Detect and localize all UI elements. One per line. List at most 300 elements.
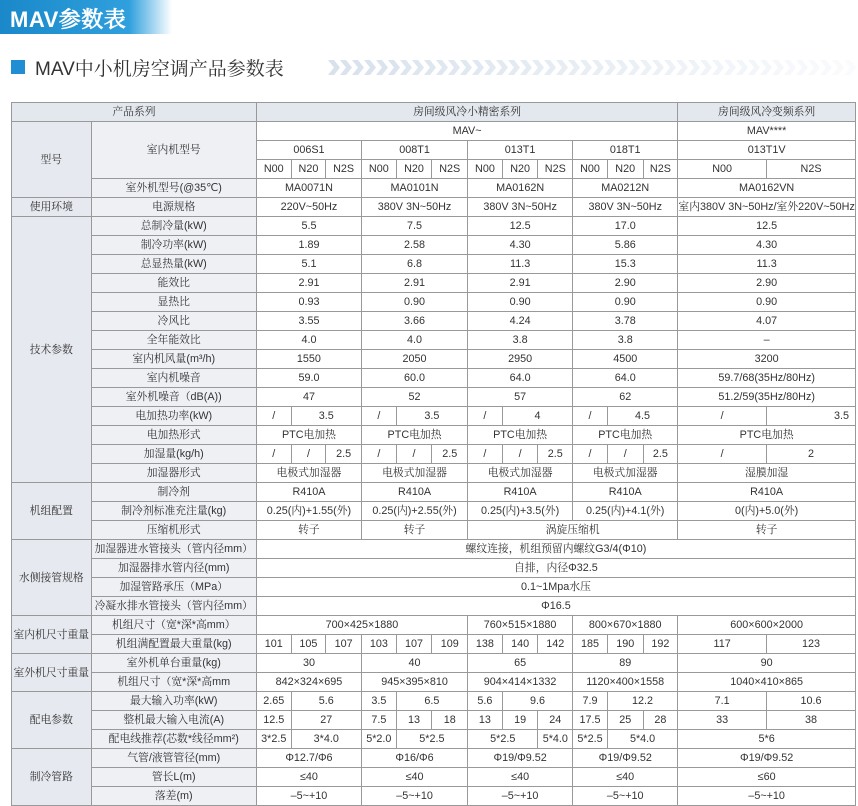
category-cell: 型号 <box>12 122 92 198</box>
table-cell: 7.5 <box>361 711 396 730</box>
table-cell: 转子 <box>256 521 361 540</box>
table-cell: 117 <box>678 635 767 654</box>
table-row <box>12 540 856 559</box>
row-label: 配电线推荐(芯数*线径mm²) <box>91 730 256 749</box>
table-cell: 12.2 <box>607 692 677 711</box>
table-cell: 38 <box>767 711 856 730</box>
table-cell: ≤60 <box>678 768 856 787</box>
table-cell: 140 <box>502 635 538 654</box>
table-cell: 11.3 <box>468 255 573 274</box>
row-label: 冷风比 <box>91 312 256 331</box>
table-cell: 3.5 <box>767 407 856 426</box>
table-row <box>12 502 856 521</box>
table-cell: 2050 <box>361 350 467 369</box>
table-cell: 57 <box>468 388 573 407</box>
table-cell: 64.0 <box>468 369 573 388</box>
table-row <box>12 692 856 711</box>
table-cell: 2.5 <box>432 445 468 464</box>
table-cell: 3200 <box>678 350 856 369</box>
row-label: 最大输入功率(kW) <box>91 692 256 711</box>
chevron-icon <box>388 60 400 75</box>
category-cell: 制冷管路 <box>12 749 92 806</box>
page-title: MAV参数表 <box>10 7 127 32</box>
table-cell: 904×414×1332 <box>468 673 573 692</box>
table-cell: 12.5 <box>678 217 856 236</box>
row-label: 整机最大输入电流(A) <box>91 711 256 730</box>
chevron-icon <box>760 60 772 75</box>
table-cell: 10.6 <box>767 692 856 711</box>
table-cell: 2.91 <box>361 274 467 293</box>
table-cell: 3.78 <box>573 312 678 331</box>
category-cell: 机组配置 <box>12 483 92 540</box>
table-cell: 5*4.0 <box>538 730 573 749</box>
table-cell: 9.6 <box>502 692 572 711</box>
table-cell: Φ19/Φ9.52 <box>678 749 856 768</box>
table-cell: 3*2.5 <box>256 730 291 749</box>
table-row <box>12 274 856 293</box>
table-cell: ≤40 <box>468 768 573 787</box>
table-cell: 2.90 <box>573 274 678 293</box>
table-cell: 220V~50Hz <box>256 198 361 217</box>
chevron-icon <box>340 60 352 75</box>
chevron-icon <box>652 60 664 75</box>
table-cell: 59.7/68(35Hz/80Hz) <box>678 369 856 388</box>
table-cell: 123 <box>767 635 856 654</box>
table-cell: 12.5 <box>256 711 291 730</box>
table-row <box>12 217 856 236</box>
table-cell: / <box>291 445 326 464</box>
table-cell: / <box>361 407 396 426</box>
table-cell: 5*2.5 <box>573 730 608 749</box>
table-cell: 4.24 <box>468 312 573 331</box>
table-cell: 转子 <box>678 521 856 540</box>
row-label: 室外机噪音（dB(A)) <box>91 388 256 407</box>
table-cell: 013T1V <box>678 141 856 160</box>
table-cell: 25 <box>607 711 643 730</box>
row-label: 室内机噪音 <box>91 369 256 388</box>
table-row <box>12 635 856 654</box>
table-cell: 105 <box>291 635 326 654</box>
table-cell: N2S <box>326 160 362 179</box>
table-row <box>12 255 856 274</box>
chevron-icon <box>664 60 676 75</box>
table-cell: 2.90 <box>678 274 856 293</box>
table-cell: 380V 3N~50Hz <box>468 198 573 217</box>
table-cell: 5*2.5 <box>468 730 538 749</box>
table-cell: 3.66 <box>361 312 467 331</box>
table-cell: 65 <box>468 654 573 673</box>
table-cell: R410A <box>256 483 361 502</box>
table-cell: 600×600×2000 <box>678 616 856 635</box>
header-banner <box>0 0 172 34</box>
table-cell: 4500 <box>573 350 678 369</box>
chevron-icon <box>748 60 760 75</box>
table-cell: 0.25(内)+3.5(外) <box>468 502 573 521</box>
table-cell: N2S <box>643 160 678 179</box>
table-cell: 51.2/59(35Hz/80Hz) <box>678 388 856 407</box>
table-cell: 0.90 <box>573 293 678 312</box>
table-row <box>12 369 856 388</box>
table-cell: N20 <box>291 160 326 179</box>
table-cell: 47 <box>256 388 361 407</box>
row-label: 压缩机形式 <box>91 521 256 540</box>
table-row <box>12 236 856 255</box>
table-row <box>12 730 856 749</box>
table-cell: 2.65 <box>256 692 291 711</box>
table-cell: / <box>256 407 291 426</box>
table-cell: 3.8 <box>573 331 678 350</box>
table-cell: Φ19/Φ9.52 <box>573 749 678 768</box>
table-cell: 19 <box>502 711 538 730</box>
chevron-icon <box>808 60 820 75</box>
table-cell: 006S1 <box>256 141 361 160</box>
table-cell: 13 <box>396 711 432 730</box>
table-cell: 5.6 <box>291 692 361 711</box>
table-cell: 109 <box>432 635 468 654</box>
table-cell: MA0071N <box>256 179 361 198</box>
table-cell: 4 <box>502 407 572 426</box>
table-row <box>12 312 856 331</box>
row-label: 电源规格 <box>91 198 256 217</box>
table-row <box>12 445 856 464</box>
chevron-icon <box>796 60 808 75</box>
chevron-icon <box>832 60 844 75</box>
table-row <box>12 198 856 217</box>
table-cell: 018T1 <box>573 141 678 160</box>
chevron-icon <box>592 60 604 75</box>
table-cell: 5*4.0 <box>607 730 677 749</box>
table-cell: 1120×400×1558 <box>573 673 678 692</box>
table-cell: / <box>678 445 767 464</box>
row-label: 加湿器进水管接头（管内径mm） <box>91 540 256 559</box>
row-label: 气管/液管管径(mm) <box>91 749 256 768</box>
chevron-icon <box>508 60 520 75</box>
row-label: 电加热功率(kW) <box>91 407 256 426</box>
chevron-icon <box>328 60 340 75</box>
chevron-icon <box>436 60 448 75</box>
table-cell: R410A <box>468 483 573 502</box>
row-label: 加湿器排水管内径(mm) <box>91 559 256 578</box>
header-cell: 房间级风冷小精密系列 <box>256 103 677 122</box>
chevron-icon <box>844 60 856 75</box>
table-cell: 185 <box>573 635 608 654</box>
table-cell: 2.91 <box>468 274 573 293</box>
table-cell: R410A <box>678 483 856 502</box>
table-cell: 5.1 <box>256 255 361 274</box>
table-cell: 27 <box>291 711 361 730</box>
row-label: 全年能效比 <box>91 331 256 350</box>
table-row <box>12 350 856 369</box>
table-cell: 380V 3N~50Hz <box>573 198 678 217</box>
table-cell: 89 <box>573 654 678 673</box>
chevron-icon <box>496 60 508 75</box>
chevron-icon <box>460 60 472 75</box>
chevron-icon <box>520 60 532 75</box>
row-label: 机组满配置最大重量(kg) <box>91 635 256 654</box>
table-cell: PTC电加热 <box>573 426 678 445</box>
table-cell: 5.5 <box>256 217 361 236</box>
table-cell: / <box>607 445 643 464</box>
table-cell: / <box>361 445 396 464</box>
table-cell: 6.8 <box>361 255 467 274</box>
chevron-icon <box>784 60 796 75</box>
category-cell: 配电参数 <box>12 692 92 749</box>
table-cell: N00 <box>468 160 503 179</box>
table-cell: 3.55 <box>256 312 361 331</box>
table-cell: 33 <box>678 711 767 730</box>
chevron-icon <box>640 60 652 75</box>
category-cell: 技术参数 <box>12 217 92 483</box>
table-cell: MA0212N <box>573 179 678 198</box>
table-row <box>12 673 856 692</box>
chevron-icon <box>688 60 700 75</box>
table-row <box>12 578 856 597</box>
table-cell: MA0162N <box>468 179 573 198</box>
table-cell: 3*4.0 <box>291 730 361 749</box>
table-cell: 842×324×695 <box>256 673 361 692</box>
table-cell: / <box>678 407 767 426</box>
table-cell: 5.6 <box>468 692 503 711</box>
table-cell: 2.5 <box>643 445 678 464</box>
table-row <box>12 293 856 312</box>
table-cell: 107 <box>326 635 362 654</box>
table-cell: 4.5 <box>607 407 677 426</box>
table-cell: –5~+10 <box>678 787 856 806</box>
table-cell: 24 <box>538 711 573 730</box>
row-label: 机组尺寸（宽*深*高mm <box>91 673 256 692</box>
table-cell: 2.5 <box>326 445 362 464</box>
table-cell: PTC电加热 <box>361 426 467 445</box>
table-cell: 7.9 <box>573 692 608 711</box>
table-cell: Φ16/Φ6 <box>361 749 467 768</box>
table-cell: / <box>256 445 291 464</box>
table-row <box>12 768 856 787</box>
table-cell: 2 <box>767 445 856 464</box>
row-label: 室外机型号(@35℃) <box>91 179 256 198</box>
table-cell: 17.5 <box>573 711 608 730</box>
table-cell: 0(内)+5.0(外) <box>678 502 856 521</box>
table-row <box>12 654 856 673</box>
table-cell: PTC电加热 <box>468 426 573 445</box>
table-cell: 湿膜加湿 <box>678 464 856 483</box>
row-label: 加湿量(kg/h) <box>91 445 256 464</box>
table-cell: 138 <box>468 635 503 654</box>
table-cell: 1040×410×865 <box>678 673 856 692</box>
table-cell: 电极式加湿器 <box>468 464 573 483</box>
table-cell: 4.30 <box>468 236 573 255</box>
chevron-icon <box>376 60 388 75</box>
table-row <box>12 521 856 540</box>
table-cell: / <box>502 445 538 464</box>
table-cell: / <box>573 445 608 464</box>
table-cell: 2.58 <box>361 236 467 255</box>
table-cell: N2S <box>767 160 856 179</box>
table-cell: MAV**** <box>678 122 856 141</box>
chevron-icon <box>568 60 580 75</box>
table-cell: 18 <box>432 711 468 730</box>
chevron-icon <box>616 60 628 75</box>
table-cell: MA0101N <box>361 179 467 198</box>
row-label: 冷凝水排水管接头（管内径mm） <box>91 597 256 616</box>
table-cell: 59.0 <box>256 369 361 388</box>
table-cell: 17.0 <box>573 217 678 236</box>
chevron-icon <box>712 60 724 75</box>
category-cell: 室外机尺寸重量 <box>12 654 92 692</box>
chevron-icon <box>424 60 436 75</box>
chevron-icon <box>724 60 736 75</box>
table-row <box>12 749 856 768</box>
row-label: 总制冷量(kW) <box>91 217 256 236</box>
table-row <box>12 787 856 806</box>
table-cell: 12.5 <box>468 217 573 236</box>
table-cell: 转子 <box>361 521 467 540</box>
header-cell: 产品系列 <box>12 103 257 122</box>
chevron-icon <box>628 60 640 75</box>
table-cell: PTC电加热 <box>256 426 361 445</box>
table-cell: N00 <box>361 160 396 179</box>
table-cell: 0.25(内)+4.1(外) <box>573 502 678 521</box>
table-cell: 6.5 <box>396 692 467 711</box>
table-cell: 107 <box>396 635 432 654</box>
table-row <box>12 388 856 407</box>
table-cell: MAV~ <box>256 122 677 141</box>
table-cell: 7.1 <box>678 692 767 711</box>
table-row <box>12 426 856 445</box>
table-cell: 40 <box>361 654 467 673</box>
table-cell: 800×670×1880 <box>573 616 678 635</box>
table-row <box>12 616 856 635</box>
table-cell: 1550 <box>256 350 361 369</box>
chevron-icon <box>484 60 496 75</box>
table-cell: N20 <box>396 160 432 179</box>
table-cell: 2.91 <box>256 274 361 293</box>
table-row <box>12 179 856 198</box>
table-cell: 电极式加湿器 <box>256 464 361 483</box>
chevron-icon <box>472 60 484 75</box>
table-cell: ≤40 <box>256 768 361 787</box>
spec-table <box>11 102 856 806</box>
table-cell: –5~+10 <box>573 787 678 806</box>
table-cell: Φ16.5 <box>256 597 855 616</box>
table-cell: 380V 3N~50Hz <box>361 198 467 217</box>
table-cell: 3.5 <box>396 407 467 426</box>
chevron-icon <box>400 60 412 75</box>
table-cell: 室内380V 3N~50Hz/室外220V~50Hz <box>678 198 856 217</box>
table-cell: 2.5 <box>538 445 573 464</box>
table-cell: PTC电加热 <box>678 426 856 445</box>
chevron-icon <box>700 60 712 75</box>
table-cell: 4.30 <box>678 236 856 255</box>
table-cell: 192 <box>643 635 678 654</box>
table-row <box>12 122 856 141</box>
table-cell: 5*2.5 <box>396 730 467 749</box>
table-cell: 30 <box>256 654 361 673</box>
table-cell: 700×425×1880 <box>256 616 467 635</box>
row-label: 室内机风量(m³/h) <box>91 350 256 369</box>
table-row <box>12 407 856 426</box>
table-cell: N20 <box>502 160 538 179</box>
chevron-icon <box>364 60 376 75</box>
table-cell: 0.25(内)+2.55(外) <box>361 502 467 521</box>
chevron-icon <box>412 60 424 75</box>
table-cell: 4.07 <box>678 312 856 331</box>
table-cell: 0.90 <box>468 293 573 312</box>
table-cell: / <box>573 407 608 426</box>
table-cell: 4.0 <box>361 331 467 350</box>
row-label: 加湿器形式 <box>91 464 256 483</box>
table-cell: 7.5 <box>361 217 467 236</box>
table-cell: 13 <box>468 711 503 730</box>
table-cell: MA0162VN <box>678 179 856 198</box>
table-header-row <box>12 103 856 122</box>
table-cell: N00 <box>256 160 291 179</box>
table-cell: 013T1 <box>468 141 573 160</box>
row-label: 制冷剂 <box>91 483 256 502</box>
chevron-icon <box>544 60 556 75</box>
row-label: 加湿管路承压（MPa） <box>91 578 256 597</box>
table-cell: 60.0 <box>361 369 467 388</box>
chevron-icon <box>736 60 748 75</box>
table-cell: 4.0 <box>256 331 361 350</box>
table-cell: ≤40 <box>573 768 678 787</box>
chevron-icon <box>352 60 364 75</box>
table-cell: N00 <box>573 160 608 179</box>
section-heading <box>11 54 856 82</box>
table-row <box>12 597 856 616</box>
table-cell: N00 <box>678 160 767 179</box>
table-cell: 15.3 <box>573 255 678 274</box>
table-cell: 0.93 <box>256 293 361 312</box>
row-label: 制冷功率(kW) <box>91 236 256 255</box>
row-label: 能效比 <box>91 274 256 293</box>
table-cell: 101 <box>256 635 291 654</box>
table-row <box>12 331 856 350</box>
table-cell: 5.86 <box>573 236 678 255</box>
chevron-icon <box>676 60 688 75</box>
table-cell: 190 <box>607 635 643 654</box>
table-cell: N2S <box>432 160 468 179</box>
table-cell: 52 <box>361 388 467 407</box>
table-cell: N20 <box>607 160 643 179</box>
row-label: 显热比 <box>91 293 256 312</box>
table-cell: 945×395×810 <box>361 673 467 692</box>
chevron-icon <box>772 60 784 75</box>
table-cell: 0.25(内)+1.55(外) <box>256 502 361 521</box>
table-cell: 3.8 <box>468 331 573 350</box>
table-cell: –5~+10 <box>361 787 467 806</box>
chevron-stripe-decoration <box>328 60 856 75</box>
square-marker-icon <box>11 60 25 74</box>
table-cell: R410A <box>573 483 678 502</box>
chevron-icon <box>820 60 832 75</box>
table-cell: 2950 <box>468 350 573 369</box>
row-label: 室外机单台重量(kg) <box>91 654 256 673</box>
table-row <box>12 483 856 502</box>
chevron-icon <box>580 60 592 75</box>
table-cell: Φ19/Φ9.52 <box>468 749 573 768</box>
table-cell: 0.1~1Mpa水压 <box>256 578 855 597</box>
table-cell: / <box>396 445 432 464</box>
table-cell: 28 <box>643 711 678 730</box>
row-label: 制冷剂标准充注量(kg) <box>91 502 256 521</box>
table-cell: 自排，内径Φ32.5 <box>256 559 855 578</box>
row-label: 总显热量(kW) <box>91 255 256 274</box>
table-cell: 11.3 <box>678 255 856 274</box>
table-cell: – <box>678 331 856 350</box>
table-cell: / <box>468 445 503 464</box>
table-cell: Φ12.7/Φ6 <box>256 749 361 768</box>
category-cell: 水侧接管规格 <box>12 540 92 616</box>
